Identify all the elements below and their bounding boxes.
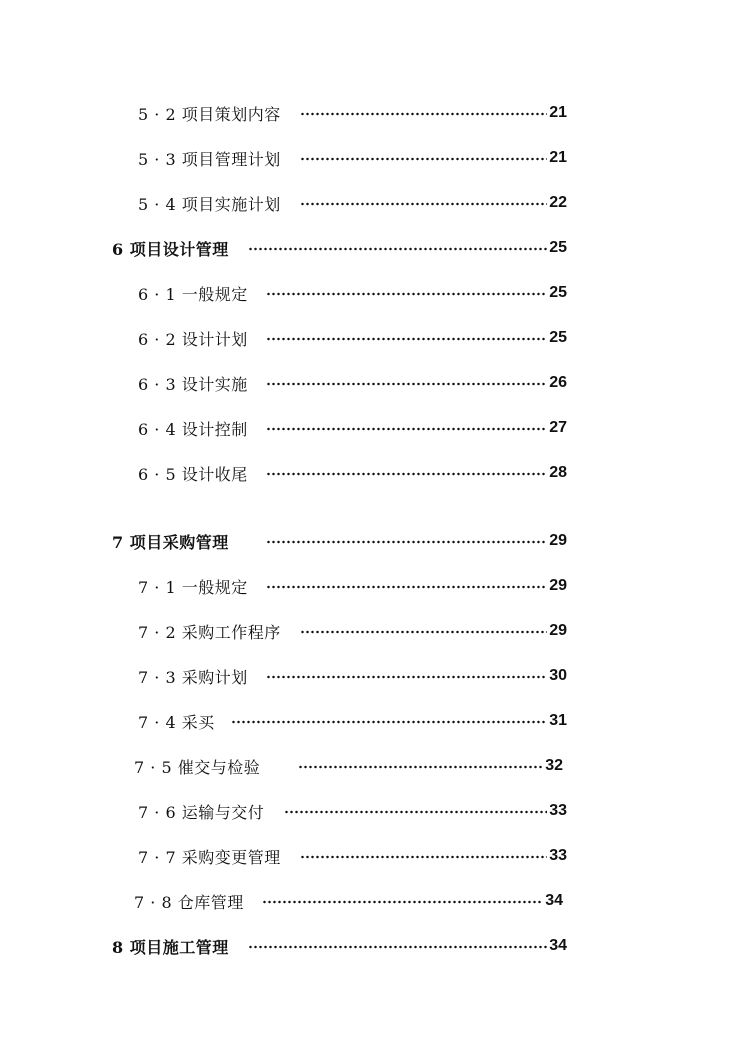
toc-entry-label: 7 · 8 仓库管理	[134, 892, 244, 912]
toc-entry-6-3[interactable]	[138, 371, 567, 395]
toc-entry-label: 7 · 4 采买	[138, 712, 215, 732]
toc-page-number: 29	[549, 532, 567, 549]
toc-dot-leader	[266, 427, 547, 431]
toc-page-number: 31	[549, 712, 567, 729]
toc-entry-label: 6 · 2 设计计划	[138, 329, 248, 349]
toc-page-number: 34	[549, 937, 567, 954]
toc-dot-leader	[284, 810, 547, 814]
toc-entry-6-5[interactable]	[138, 461, 567, 485]
toc-entry-label: 7 · 5 催交与检验	[134, 757, 261, 777]
toc-entry-label: 6 · 1 一般规定	[138, 284, 248, 304]
toc-entry-label: 5 · 2 项目策划内容	[138, 104, 281, 124]
toc-chapter-7[interactable]	[112, 529, 567, 553]
toc-dot-leader	[266, 292, 547, 296]
toc-page-number: 33	[549, 847, 567, 864]
toc-entry-7-2[interactable]	[138, 619, 567, 643]
toc-dot-leader	[300, 112, 547, 116]
toc-page-number: 25	[549, 284, 567, 301]
toc-entry-7-1[interactable]	[138, 574, 567, 598]
toc-entry-label: 7 · 3 采购计划	[138, 667, 248, 687]
toc-entry-5-2[interactable]	[138, 101, 567, 125]
toc-entry-6-4[interactable]	[138, 416, 567, 440]
toc-page-number: 32	[545, 757, 563, 774]
toc-entry-label: 5 · 3 项目管理计划	[138, 149, 281, 169]
toc-entry-7-8[interactable]	[134, 889, 563, 913]
toc-dot-leader	[248, 945, 547, 949]
toc-entry-label: 7 · 2 采购工作程序	[138, 622, 281, 642]
toc-entry-6-1[interactable]	[138, 281, 567, 305]
toc-page-number: 25	[549, 329, 567, 346]
toc-entry-7-6[interactable]	[138, 799, 567, 823]
toc-chapter-label: 6 项目设计管理	[112, 239, 229, 259]
toc-page-number: 22	[549, 194, 567, 211]
toc-entry-label: 6 · 5 设计收尾	[138, 464, 248, 484]
toc-dot-leader	[266, 585, 547, 589]
toc-page-number: 34	[545, 892, 563, 909]
toc-chapter-label: 7 项目采购管理	[112, 532, 229, 552]
toc-dot-leader	[266, 540, 547, 544]
toc-entry-7-7[interactable]	[138, 844, 567, 868]
toc-chapter-8[interactable]	[112, 934, 567, 958]
toc-entry-7-3[interactable]	[138, 664, 567, 688]
toc-page-number: 30	[549, 667, 567, 684]
toc-dot-leader	[266, 382, 547, 386]
toc-chapter-label: 8 项目施工管理	[112, 937, 229, 957]
toc-page-number: 29	[549, 577, 567, 594]
toc-entry-7-4[interactable]	[138, 709, 567, 733]
toc-page-number: 25	[549, 239, 567, 256]
toc-entry-label: 6 · 4 设计控制	[138, 419, 248, 439]
toc-entry-label: 7 · 1 一般规定	[138, 577, 248, 597]
toc-dot-leader	[266, 472, 547, 476]
toc-entry-5-4[interactable]	[138, 191, 567, 215]
toc-entry-7-5[interactable]	[134, 754, 563, 778]
toc-entry-5-3[interactable]	[138, 146, 567, 170]
toc-entry-label: 7 · 6 运输与交付	[138, 802, 265, 822]
toc-dot-leader	[266, 337, 547, 341]
toc-dot-leader	[262, 900, 543, 904]
toc-dot-leader	[300, 855, 547, 859]
toc-page-number: 26	[549, 374, 567, 391]
toc-dot-leader	[300, 630, 547, 634]
toc-page-number: 28	[549, 464, 567, 481]
toc-page-number: 21	[549, 149, 567, 166]
toc-chapter-6[interactable]	[112, 236, 567, 260]
toc-dot-leader	[231, 720, 547, 724]
toc-page-number: 29	[549, 622, 567, 639]
toc-dot-leader	[300, 202, 547, 206]
toc-entry-label: 5 · 4 项目实施计划	[138, 194, 281, 214]
toc-dot-leader	[298, 765, 543, 769]
toc-dot-leader	[300, 157, 547, 161]
toc-page-number: 21	[549, 104, 567, 121]
toc-page-number: 27	[549, 419, 567, 436]
toc-entry-6-2[interactable]	[138, 326, 567, 350]
toc-entry-label: 7 · 7 采购变更管理	[138, 847, 281, 867]
toc-entry-label: 6 · 3 设计实施	[138, 374, 248, 394]
toc-dot-leader	[266, 675, 547, 679]
toc-dot-leader	[248, 247, 547, 251]
toc-page-number: 33	[549, 802, 567, 819]
